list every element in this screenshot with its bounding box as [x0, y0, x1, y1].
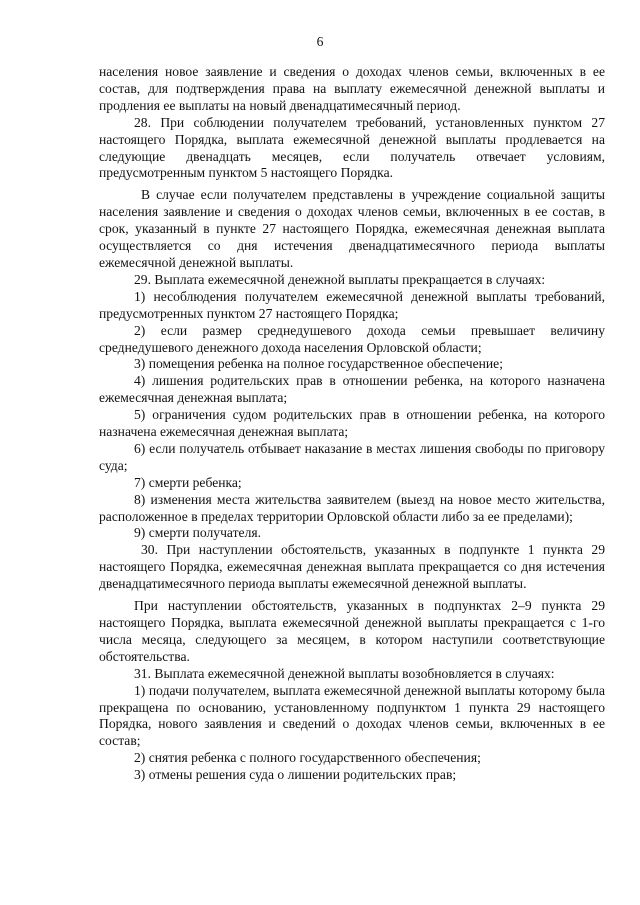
- paragraph: 31. Выплата ежемесячной денежной выплаты возобновляется в случаях:: [134, 665, 555, 681]
- list-item: 3) отмены решения суда о лишении родительских прав;: [134, 767, 457, 783]
- list-item: 7) смерти ребенка;: [134, 474, 242, 490]
- paragraph: 28. При соблюдении получателем требований, установленных пунктом 27 настоящего Порядка, выплата ежемесячной денежной выплаты продлевается на следующие двенадцать месяцев, если получатель отвечает условиям, предусмотренным пунктом 5 настоящего Порядка.: [99, 114, 605, 181]
- list-item: 3) помещения ребенка на полное государственное обеспечение;: [134, 356, 503, 372]
- list-item: 6) если получатель отбывает наказание в местах лишения свободы по приговору суда;: [99, 440, 605, 473]
- paragraph: 29. Выплата ежемесячной денежной выплаты прекращается в случаях:: [134, 271, 546, 287]
- document-body: [99, 64, 605, 784]
- list-item: 5) ограничения судом родительских прав в отношении ребенка, на которого назначена ежемесячная денежная выплата;: [99, 407, 605, 440]
- list-item: 9) смерти получателя.: [134, 525, 262, 541]
- paragraph: населения новое заявление и сведения о доходах членов семьи, включенных в ее состав, для подтверждения права на выплату ежемесячной денежной выплаты и продления ее выплаты на новый двенадцатимесячный период.: [99, 64, 605, 113]
- paragraph: 30. При наступлении обстоятельств, указанных в подпункте 1 пункта 29 настоящего Порядка, ежемесячная денежная выплата прекращается со дня истечения двенадцатимесячного периода выплаты ежемесячной денежной выплаты.: [99, 542, 605, 592]
- list-item: 4) лишения родительских прав в отношении ребенка, на которого назначена ежемесячная денежная выплата;: [99, 373, 605, 406]
- list-item: 2) если размер среднедушевого дохода семьи превышает величину среднедушевого денежного дохода населения Орловской области;: [99, 322, 605, 355]
- paragraph: В случае если получателем представлены в учреждение социальной защиты населения заявление и сведения о доходах членов семьи, включенных в ее состав, в срок, указанный в пункте 27 настоящего Порядка, ежемесячная денежная выплата осуществляется со дня истечения двенадцатимесячного периода выплаты ежемесячной денежной выплаты.: [99, 187, 605, 270]
- list-item: 1) подачи получателем, выплата ежемесячной денежной выплаты которому была прекращена по основанию, установленному подпунктом 1 пункта 29 настоящего Порядка, нового заявления и сведений о доходах членов семьи, включенных в ее состав;: [99, 682, 605, 749]
- list-item: 8) изменения места жительства заявителем (выезд на новое место жительства, расположенное в пределах территории Орловской области либо за ее пределами);: [99, 491, 605, 524]
- paragraph: При наступлении обстоятельств, указанных в подпунктах 2–9 пункта 29 настоящего Порядка, выплата ежемесячной денежной выплаты прекращается с 1-го числа месяца, следующего за месяцем, в котором наступили соответствующие обстоятельства.: [99, 598, 605, 664]
- list-item: 2) снятия ребенка с полного государственного обеспечения;: [134, 750, 481, 766]
- list-item: 1) несоблюдения получателем ежемесячной денежной выплаты требований, предусмотренных пунктом 27 настоящего Порядка;: [99, 288, 605, 321]
- page-number: 6: [316, 34, 324, 49]
